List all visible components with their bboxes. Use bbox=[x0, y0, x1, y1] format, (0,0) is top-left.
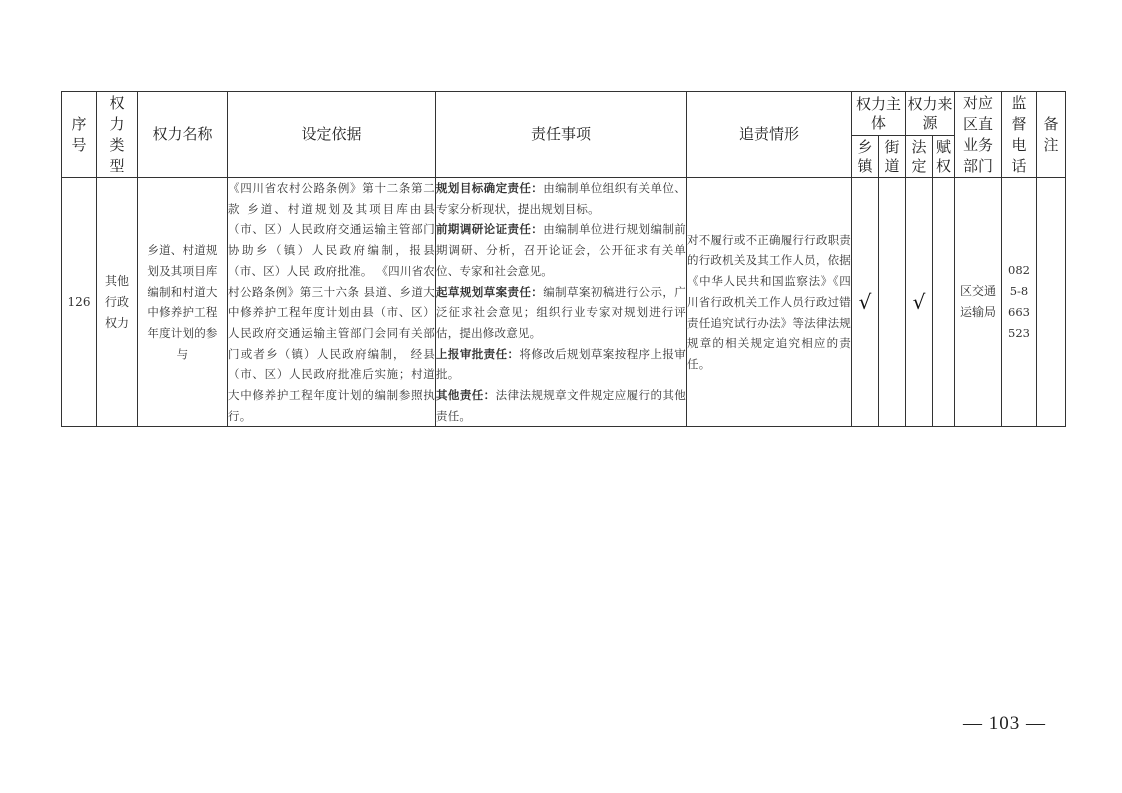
cell-source-granted bbox=[933, 178, 955, 427]
cell-seq: 126 bbox=[62, 178, 97, 427]
responsibility-item: 上报审批责任：将修改后规划草案按程序上报审批。 bbox=[436, 346, 686, 382]
header-dept: 对应区直业务部门 bbox=[955, 92, 1002, 178]
header-phone: 监督电话 bbox=[1002, 92, 1037, 178]
header-subject: 权力主体 bbox=[852, 92, 906, 136]
header-name: 权力名称 bbox=[138, 92, 228, 178]
cell-basis: 《四川省农村公路条例》第十二条第二款 乡道、村道规划及其项目库由县（市、区）人民政府交通运输主管部门协助乡（镇）人民政府编制，报县（市、区）人民 政府批准。 《四川省农村公路条例》第三十六条 县道、乡道大中修养护工程年度计划由县（市、区）人民政府交通运输主管部门会同有关部门或者乡（镇）人民政府编制， 经县（市、区）人民政府批准后实施；村道大中修养护工程年度计划的编制参照执行。 bbox=[228, 178, 436, 427]
responsibility-item: 规划目标确定责任：由编制单位组织有关单位、专家分析现状，提出规划目标。 bbox=[436, 181, 686, 216]
table-row bbox=[62, 178, 1066, 427]
cell-subject-street bbox=[879, 178, 906, 427]
responsibility-item: 前期调研论证责任：由编制单位进行规划编制前期调研、分析，召开论证会，公开征求有关单位、专家和社会意见。 bbox=[436, 222, 686, 278]
cell-dept: 区交通运输局 bbox=[955, 178, 1002, 427]
cell-phone: 0825-8663523 bbox=[1002, 178, 1037, 427]
header-basis: 设定依据 bbox=[228, 92, 436, 178]
responsibility-item: 起草规划草案责任：编制草案初稿进行公示，广泛征求社会意见；组织行业专家对规划进行评估，提出修改意见。 bbox=[436, 284, 686, 340]
header-subject-street: 街道 bbox=[879, 136, 906, 178]
header-remark: 备注 bbox=[1037, 92, 1066, 178]
power-list-table bbox=[61, 91, 1066, 427]
page-number: — 103 — bbox=[963, 713, 1046, 734]
check-mark-legal: √ bbox=[906, 178, 933, 427]
header-seq: 序号 bbox=[62, 92, 97, 178]
header-source-legal: 法定 bbox=[906, 136, 933, 178]
cell-accountability: 对不履行或不正确履行行政职责的行政机关及其工作人员，依据《中华人民共和国监察法》《四川省行政机关工作人员行政过错责任追究试行办法》等法律法规规章的相关规定追究相应的责任。 bbox=[687, 178, 852, 427]
header-accountability: 追责情形 bbox=[687, 92, 852, 178]
cell-name: 乡道、村道规划及其项目库编制和村道大中修养护工程年度计划的参与 bbox=[138, 178, 228, 427]
header-responsibility: 责任事项 bbox=[436, 92, 687, 178]
cell-remark bbox=[1037, 178, 1066, 427]
check-mark-town: √ bbox=[852, 178, 879, 427]
cell-type: 其他行政权力 bbox=[97, 178, 138, 427]
responsibility-item: 其他责任：法律法规规章文件规定应履行的其他责任。 bbox=[436, 388, 686, 423]
cell-responsibility bbox=[436, 178, 687, 427]
header-source: 权力来源 bbox=[906, 92, 955, 136]
header-subject-town: 乡镇 bbox=[852, 136, 879, 178]
header-type: 权力类型 bbox=[97, 92, 138, 178]
header-source-granted: 赋权 bbox=[933, 136, 955, 178]
